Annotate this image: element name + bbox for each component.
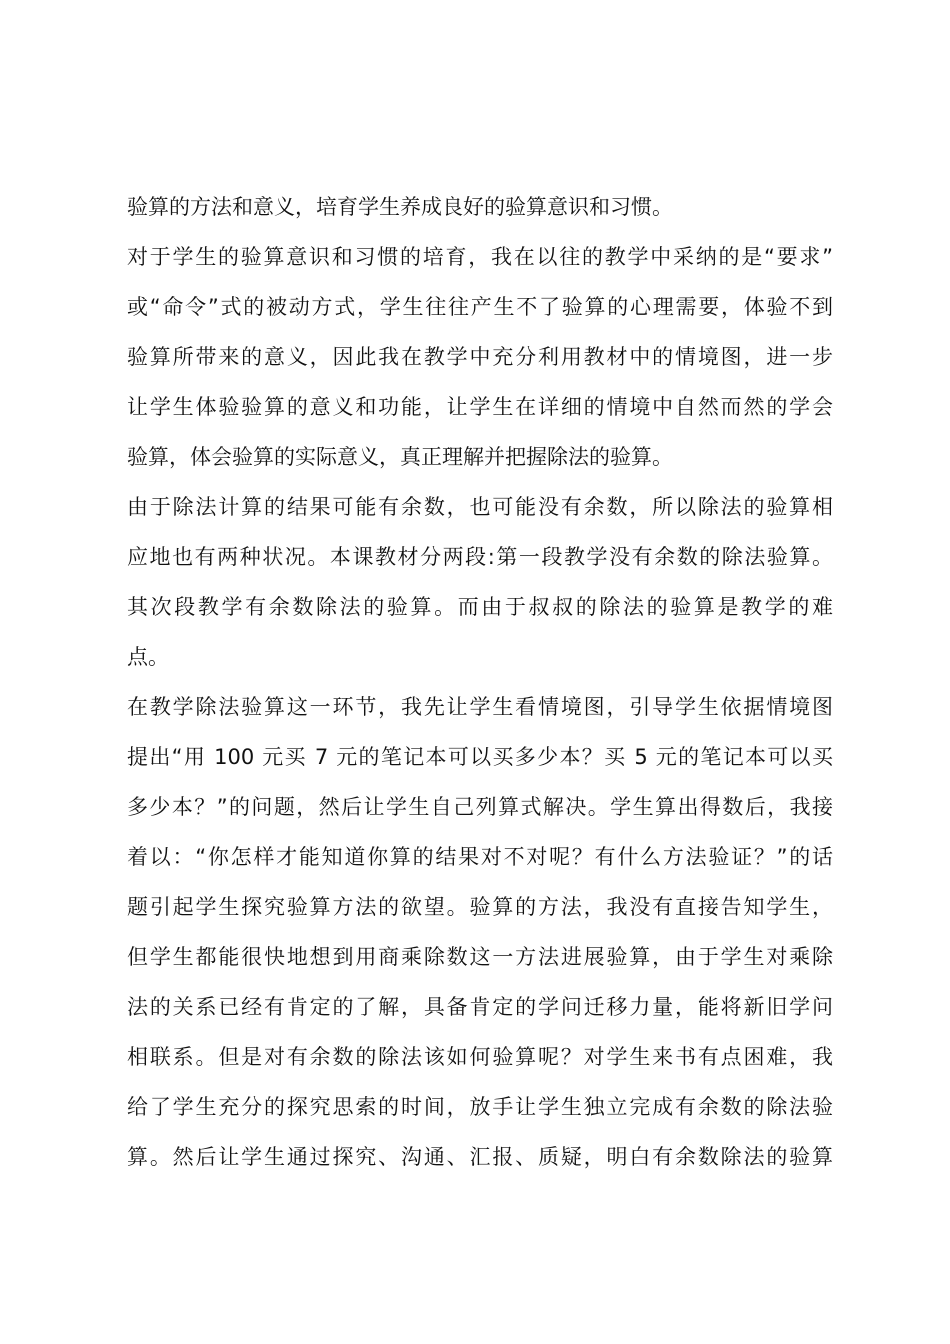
text-line: 验算的方法和意义，培育学生养成良好的验算意识和习惯。 xyxy=(127,195,673,219)
text-line: 让学生体验验算的意义和功能，让学生在详细的情境中自然而然的学会 xyxy=(127,395,833,419)
text-line: 着以：“你怎样才能知道你算的结果对不对呢？有什么方法验证？”的话 xyxy=(127,845,833,869)
text-line: 相联系。但是对有余数的除法该如何验算呢？对学生来书有点困难，我 xyxy=(127,1045,833,1069)
text-line: 点。 xyxy=(127,645,169,669)
text-line: 验算，体会验算的实际意义，真正理解并把握除法的验算。 xyxy=(127,445,673,469)
text-line: 对于学生的验算意识和习惯的培育，我在以往的教学中采纳的是“要求” xyxy=(127,245,833,269)
text-line: 验算所带来的意义，因此我在教学中充分利用教材中的情境图，进一步 xyxy=(127,345,833,369)
document-page xyxy=(127,182,833,1182)
text-line: 或“命令”式的被动方式，学生往往产生不了验算的心理需要，体验不到 xyxy=(127,295,833,319)
text-line: 在教学除法验算这一环节，我先让学生看情境图，引导学生依据情境图 xyxy=(127,695,833,719)
text-line: 算。然后让学生通过探究、沟通、汇报、质疑，明白有余数除法的验算 xyxy=(127,1145,833,1169)
text-line: 由于除法计算的结果可能有余数，也可能没有余数，所以除法的验算相 xyxy=(127,495,833,519)
text-line: 提出“用 100 元买 7 元的笔记本可以买多少本？买 5 元的笔记本可以买 xyxy=(127,745,833,769)
text-line: 题引起学生探究验算方法的欲望。验算的方法，我没有直接告知学生， xyxy=(127,895,833,919)
text-line: 多少本？”的问题，然后让学生自己列算式解决。学生算出得数后，我接 xyxy=(127,795,833,819)
text-line: 给了学生充分的探究思索的时间，放手让学生独立完成有余数的除法验 xyxy=(127,1095,833,1119)
text-line: 应地也有两种状况。本课教材分两段:第一段教学没有余数的除法验算。 xyxy=(127,545,833,569)
text-line: 其次段教学有余数除法的验算。而由于叔叔的除法的验算是教学的难 xyxy=(127,595,833,619)
text-line: 但学生都能很快地想到用商乘除数这一方法进展验算，由于学生对乘除 xyxy=(127,945,833,969)
text-line: 法的关系已经有肯定的了解，具备肯定的学问迁移力量，能将新旧学问 xyxy=(127,995,833,1019)
